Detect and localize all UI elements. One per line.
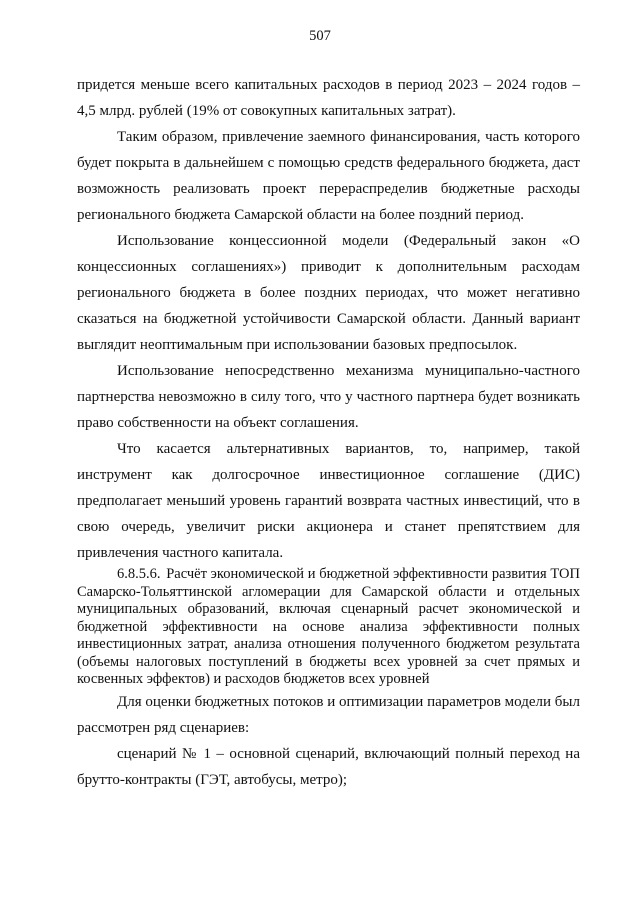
section-heading bbox=[77, 566, 580, 689]
paragraph-4: Использование непосредственно механизма муниципально-частного партнерства невозможно в силу того, что у частного партнера будет возникать право собственности на объект соглашения. bbox=[77, 363, 580, 431]
section-number: 6.8.5.6. bbox=[117, 566, 161, 582]
paragraph-6: Для оценки бюджетных потоков и оптимизации параметров модели был рассмотрен ряд сценариев: bbox=[77, 693, 580, 736]
section-title: Расчёт экономической и бюджетной эффективности развития ТОП Самарско-Тольяттинской агломерации для Самарской области и отдельных муниципальных образований, включая сценарный расчет экономической и бюджетной эффективности на основе анализа эффективности полных инвестиционных затрат, анализа отношения полученного бюджетом результата (объемы налоговых поступлений в бюджеты всех уровней за счет прямых и косвенных эффектов) и расходов бюджетов всех уровней bbox=[77, 566, 580, 687]
paragraph-7: сценарий № 1 – основной сценарий, включающий полный переход на брутто-контракты (ГЭТ, автобусы, метро); bbox=[77, 745, 580, 788]
page-number: 507 bbox=[309, 28, 331, 44]
paragraph-3: Использование концессионной модели (Федеральный закон «О концессионных соглашениях») приводит к дополнительным расходам регионального бюджета в более поздних периодах, что может негативно сказаться на бюджетной устойчивости Самарской области. Данный вариант выглядит неоптимальным при использовании базовых предпосылок. bbox=[77, 233, 580, 353]
paragraph-2: Таким образом, привлечение заемного финансирования, часть которого будет покрыта в дальнейшем с помощью средств федерального бюджета, даст возможность реализовать проект перераспределив бюджетные расходы регионального бюджета Самарской области на более поздний период. bbox=[77, 129, 580, 223]
body-text bbox=[77, 72, 580, 793]
paragraph-5: Что касается альтернативных вариантов, то, например, такой инструмент как долгосрочное инвестиционное соглашение (ДИС) предполагает меньший уровень гарантий возврата частных инвестиций, что в свою очередь, увеличит риски акционера и станет препятствием для привлечения частного капитала. bbox=[77, 441, 580, 561]
paragraph-1: придется меньше всего капитальных расходов в период 2023 – 2024 годов – 4,5 млрд. рублей (19% от совокупных капитальных затрат). bbox=[77, 77, 580, 119]
